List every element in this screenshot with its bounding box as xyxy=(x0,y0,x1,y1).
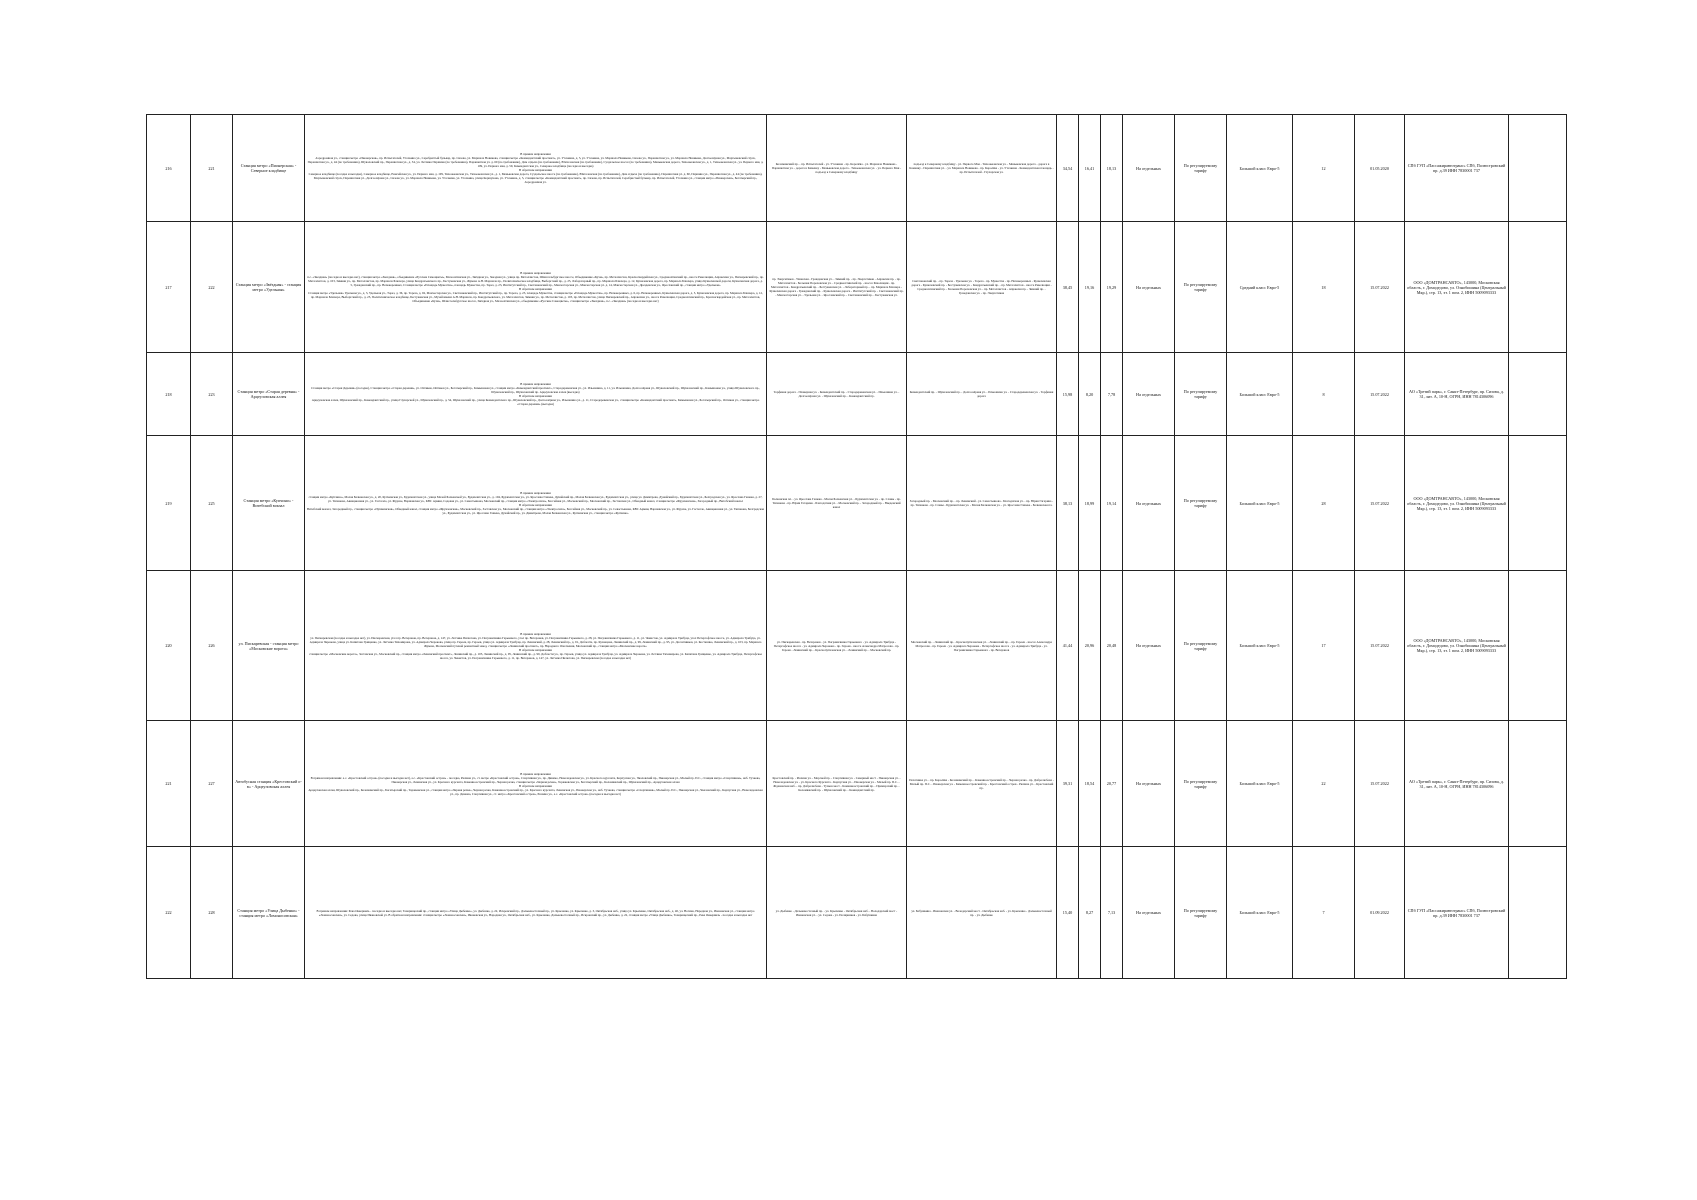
route-length-total: 38,13 xyxy=(1057,436,1079,571)
route-name: Станция метро «Пионерская» - Северное кладбище xyxy=(233,115,305,222)
stops-forward: Станция метро «Старая Деревня» (посадка), Станция метро «Старая деревня», ул. Оптиков, Оптиков ул., Богатырский пр., Камышовая ул., станция метро «Комендантский проспект», Стародеревенская ул., ул. Ильюшина, д. 11, ул. Ильюшина, Долгоозёрная ул., Шуваловский пр., Шуваловский пр., Камышовая ул., улица Шуваловского пр., Шуваловский пр., Шуваловский пр. Арцеуловская аллея (высадка) xyxy=(311,386,760,394)
stops-forward: В прямом направлении: Река Оккервиль - посадка и высадка нет, Товарищеский пр., станция метро «Улица Дыбенко», ул. Дыбенко, д. 22, Искровский пр., Дальневосточный пр., ул. Крыленко, ул. Крыленко, д. 3, Октябрьская наб., улица ул. Крыленко, Октябрьская наб., д. 40, ул. Ногина, Народная ул., Ивановская ул., станция метро «Ломоносовская», ул. Седова, улица Ивановской ул. В обратном направлении: станция метро «Ломоносовская», Ивановская ул., Народная ул., Октябрьская наб., ул. Крыленко, Дальневосточный пр., Искровский пр., ул. Дыбенко, д. 22, станция метро «Улица Дыбенко», Товарищеский пр., Река Оккервиль - посадка и высадка нет xyxy=(316,908,755,917)
route-name: ул. Пискаревская - станция метро «Московские ворота» xyxy=(233,571,305,721)
stop-mode: На отдельных xyxy=(1123,222,1175,353)
route-length-total: 34,54 xyxy=(1057,115,1079,222)
row-number: 216 xyxy=(147,115,191,222)
start-date: 15.07.2022 xyxy=(1355,353,1405,436)
stops-forward-heading: В прямом направлении xyxy=(520,631,551,636)
vehicle-class: Большой класс Евро-5 xyxy=(1227,436,1293,571)
route-stops xyxy=(305,847,767,979)
route-registration-number: 226 xyxy=(191,571,233,721)
start-date: 15.07.2022 xyxy=(1355,721,1405,847)
carrier-info: ООО «ДОМТРАНСАВТО», 143000, Московская область, г. Домодедово, ул. Ознобишина (Центральный Мкр.), стр. 13, эт. 1 пом. 2, ИНН 5009093333 xyxy=(1405,222,1509,353)
streets-forward: Коломяжский пр. - пр. Испытателей - ул. Уточкина - пр. Королёва - ул. Маршала Новикова - Парашютная ул. - дорога в Каменку - Меньковская дорога - Тихоокеанская ул. - ул. Первого Мая - подъезд к Северному кладбищу xyxy=(767,115,907,222)
streets-forward: пр. Энергетиков - Уманская - Гражданская ул. - Зимний пр. - пр. Энергетиков - Апраксин пр. - пр. Металлистов - Большая Пороховская ул. - Среднеохтинский пр. - шоссе Революции - пр. Металлистов - Кондратьевский пр. - Бестужевская ул. - Лабораторный пр. - пр. Маршала Блюхера - Кушелевская дорога - Гражданский пр. - Кушелевская дорога - Институтский пр. - Светлановский пр. - Манчестерская ул. - Удельная ул. - Ярославский пр. - Светлановский пр. - Бестужевская ул. xyxy=(767,222,907,353)
table-row xyxy=(147,115,1567,222)
stops-forward: ул. Пискаревская (посадка и высадка нет), ул. Пискаревская, угол пр. Ветеранов, пр. Ветеранов, д. 147, ул. Летчика Пилютова, ул. Пограничника Гарькавого, угол пр. Ветеранов, ул. Пограничника Гарькавого, д. 28, ул. Пограничника Гарькавого, д. 11, ул. Чекистов, ул. Адмирала Трибуца, угол Петергофское шоссе, ул. Адмирала Трибуца, ул. Адмирала Черокова, улица ул. Капитана Грищенко, ул. Летчика Тихомирова, ул. Адмирала Черокова, улица пр. Героев, пр. Героев, улица ул. Адмирала Трибуца, пр. Ленинский, д. 28, Ленинский пр., д. 91, Доблести, пр. Кузнецова, Ленинский пр., д. 99, Ленинский пр., д. 95, ул. Десантников, ул. Костюшко, Ленинский пр., д. 103, пр. Маршала Жукова, Московский путевой ремонтный завод, станция метро «Ленинский проспект», пр. Народного Ополчения, Московский пр., станция метро «Московские ворота» xyxy=(309,635,762,648)
streets-backward: Московский пр. - Ленинский пр. - Краснопутиловская ул. - Ленинский пр. - пр. Героев - шоссе Александра Матросова - пр. Героев - ул. Адмирала Черокова - Петергофское шоссе - ул. Адмирала Трибуца - ул. Пограничника Гарькавого - пр. Ветеранов xyxy=(907,571,1057,721)
route-length-backward: 7,78 xyxy=(1101,353,1123,436)
vehicle-count: 18 xyxy=(1293,222,1355,353)
carrier-info: АО «Третий парк», г. Санкт-Петербург, пр. Сизова, д. 31, лит. А, 10-Н, ОГРН, ИНН 7814306096 xyxy=(1405,353,1509,436)
row-number: 221 xyxy=(147,721,191,847)
route-length-backward: 18,13 xyxy=(1101,115,1123,222)
route-length-forward: 18,54 xyxy=(1079,721,1101,847)
stops-backward-heading: В обратном направлении xyxy=(519,783,552,788)
tariff-type: По регулируемому тарифу xyxy=(1175,353,1227,436)
route-name: Станция метро «Старая деревня» - Арцеуловская аллея xyxy=(233,353,305,436)
route-stops xyxy=(305,721,767,847)
route-name: Станция метро «Купчино» - Витебский вокзал xyxy=(233,436,305,571)
stop-mode: На отдельных xyxy=(1123,721,1175,847)
tariff-type: По регулируемому тарифу xyxy=(1175,436,1227,571)
tariff-type: По регулируемому тарифу xyxy=(1175,571,1227,721)
stop-mode: На отдельных xyxy=(1123,847,1175,979)
vehicle-class: Средний класс Евро-5 xyxy=(1227,222,1293,353)
table-row xyxy=(147,571,1567,721)
route-registration-number: 221 xyxy=(191,115,233,222)
streets-backward: подъезд к Северному кладбищу - ул. Первого Мая - Тихоокеанская ул. - Меньковская дорога - дорога в Каменку - Парашютная ул. - ул. Маршала Новикова - пр. Королёва - ул. Уточкина - Комендантская площадь - пр. Испытателей - Глухарская ул. xyxy=(907,115,1057,222)
vehicle-count: 17 xyxy=(1293,571,1355,721)
vehicle-class: Большой класс Евро-5 xyxy=(1227,115,1293,222)
start-date: 01.05.2020 xyxy=(1355,115,1405,222)
route-registration-number: 227 xyxy=(191,721,233,847)
row-number: 217 xyxy=(147,222,191,353)
route-stops xyxy=(305,571,767,721)
route-length-total: 39,31 xyxy=(1057,721,1079,847)
route-length-backward: 19,14 xyxy=(1101,436,1123,571)
table-row xyxy=(147,222,1567,353)
route-registration-number: 225 xyxy=(191,436,233,571)
row-number: 218 xyxy=(147,353,191,436)
carrier-info: ООО «ДОМТРАНСАВТО», 143000, Московская область, г. Домодедово, ул. Ознобишина (Центральный Мкр.), стр. 13, эт. 1 пом. 2, ИНН 5009093333 xyxy=(1405,571,1509,721)
empty-cell xyxy=(1509,721,1567,847)
route-length-total: 41,44 xyxy=(1057,571,1079,721)
tariff-type: По регулируемому тарифу xyxy=(1175,721,1227,847)
route-stops xyxy=(305,436,767,571)
route-length-forward: 8,27 xyxy=(1079,847,1101,979)
stops-forward-heading: В прямом направлении xyxy=(520,771,551,776)
stops-backward-heading: В обратном направлении xyxy=(519,647,552,652)
route-length-backward: 19,29 xyxy=(1101,222,1123,353)
streets-backward: Загородный пр. - Московский пр. - пр. Ленинский - ул. Севастьянова - Благодатная ул. - пр. Юрия Гагарина - пр. Типанова - пр. Славы - Будапештская ул. - Малая Балканская ул. - ул. Ярослава Гашека - Балканская пл. xyxy=(907,436,1057,571)
stops-forward: станция метро «Купчино», Малая Балканская ул., д. 20, Купчинская ул., Будапештская ул., улица Малой Балканской ул., Будапештская ул., д. 104, Будапештская ул., ул. Ярослава Гашека, Дунайский пр., Малая Балканская ул., Будапештская ул., улица ул. Димитрова, Дунайский пр., Будапештская ул., Белградская ул., ул. Ярослава Гашека, д. 27, ул. Типанова, Авиационная ул., ул. Гастелло, ул. Фрунзе, Варшавская ул., КВС Армии, Садовая ул., ул. Севастьянова, Московский пр., станция метро «Электросила», Бассейная ул., Московский пр., Московский пр., Заставская ул., Обводный канал, станция метро «Фрунзенская», Загородный пр., Витебский вокзал xyxy=(308,495,763,503)
streets-forward: Торфяная дорога - Планерная ул. - Комендантский пр. - Стародеревенская ул. - Ильюшина ул. - Долгоозёрная ул. - Шуваловский пр. - Комендантский пр. xyxy=(767,353,907,436)
stops-forward-heading: В прямом направлении xyxy=(520,382,551,386)
route-name: Станция метро «Звёздная» - станция метро «Удельная» xyxy=(233,222,305,353)
route-stops xyxy=(305,353,767,436)
route-length-backward: 20,77 xyxy=(1101,721,1123,847)
vehicle-count: 22 xyxy=(1293,721,1355,847)
row-number: 219 xyxy=(147,436,191,571)
empty-cell xyxy=(1509,436,1567,571)
empty-cell xyxy=(1509,353,1567,436)
stops-forward-heading: В прямом направлении xyxy=(520,152,551,156)
start-date: 15.07.2022 xyxy=(1355,436,1405,571)
streets-forward: ул. Дыбенко - Дальневосточный пр. - ул. Крыленко - Октябрьская наб. - Володарский мост - Ивановская ул. - ул. Седова - ул. Полярников - ул. Бабушкина xyxy=(767,847,907,979)
stops-backward: Северное кладбище (посадка и высадка), Северное кладбище, Енисейская ул., ул. Первого мая, д. 109, Тихоокеанская ул., Тихоокеанская ул., д. 1, Меньковская дорога, Суздальское шоссе (по требованию), Юнтоловская (по требованию), Дом отдыха (по требованию), Парашютная ул. д. 60, Паршина ул., Парашютная ул., д. 44 (по требованию), Мартыновский спуск, Парашютная ул., Долгоозёрная ул., Сизова ул., ул. Маршала Новикова, ул. Уточкина, ул. Уточкина, улица Коршунова, ул. Уточкина, д. 5, станция метро «Комендантский проспект», пр. Сизова, пр. Испытателей, Серебристый бульвар, пр. Испытателей, Уточкина ул., станция метро «Пионерская», Богатырский пр., Аэродромная ул. xyxy=(308,172,763,184)
stops-forward-heading: В прямом направлении xyxy=(520,271,551,275)
vehicle-count: 12 xyxy=(1293,115,1355,222)
stops-backward-heading: В обратном направлении xyxy=(519,394,552,398)
stops-forward-heading: В прямом направлении xyxy=(520,491,551,495)
stops-forward: п.с. «Звездная» (посадка и высадка нет), станция метро «Звездная», объединение «Русские Самоцветы», Малоохтинская ул., Звёздная ул., Звездная ул., улица пр. Металлистов, Шлиссельбургское шоссе, Объединение «Кучи», пр. Металлистов, Красногвардейская ул., Среднеохтинский пр., шоссе Революции, Апраксина ул., Пискаревский пр., пр. Металлистов, д. 103, Зимняя ул., пр. Металлистов, пр. Маршала Блюхера, улица Кондратьевского пр., Бестужевская ул., Жукова А.Н. Маршала пр., Политехническое кладбище, Выборгский пр., д. 25, Лабораторный пр., пр. Маршала Блюхера, д. 12, Кушелевская дорога, пр. Маршала Блюхера, улица Кушелевской дороги, Кушелевская дорога, д. 5, Гражданский пр., пр. Непокоренных, Станция метро «Площадь Мужества», площадь Мужества, пр. Торез, д. 23, Институтский пр., Светлановский пр., Манчестерская ул., Манчестерская ул. д. 14, Манчестерская ул., Дрезденская ул., Ярославский пр., станция метро «Удельная» xyxy=(307,275,764,287)
vehicle-class: Большой класс Евро-5 xyxy=(1227,847,1293,979)
route-registration-number: 228 xyxy=(191,847,233,979)
row-number: 220 xyxy=(147,571,191,721)
route-length-forward: 18,99 xyxy=(1079,436,1101,571)
route-length-total: 15,40 xyxy=(1057,847,1079,979)
stop-mode: На отдельных xyxy=(1123,436,1175,571)
streets-forward: Балканская пл. - ул. Ярослава Гашека - Малая Балканская ул. - Будапештская ул. - пр. Славы - пр. Типанова - пр. Юрия Гагарина - Благодатная ул. - Московский пр. - Загородный пр. - Введенский канал xyxy=(767,436,907,571)
route-name: Автобусная станция «Крестовский о-в» - Арцеуловская аллея xyxy=(233,721,305,847)
carrier-info: АО «Третий парк», г. Санкт-Петербург, пр. Сизова, д. 31, лит. А, 10-Н, ОГРН, ИНН 7814306096 xyxy=(1405,721,1509,847)
stops-backward-heading: В обратном направлении xyxy=(519,168,552,172)
streets-forward: Крестовский пр. - Рюхина ул. - Морской пр. - Спортивная ул. - Северный мост - Пионерская ул. - Новоладожская ул. - ул. Красного Курсанта - Корпусная ул. - Пионерская ул. - Малый пр. П.С. - Ждановская наб. - пр. Добролюбова - Тучков мост - Каменноостровский пр. - Приморский пр. - Коломяжский пр. - Шуваловский пр. - Комендантский пр. xyxy=(767,721,907,847)
route-length-forward: 20,96 xyxy=(1079,571,1101,721)
stops-backward: Арцеуловская аллея, Шуваловский пр., Комендантский пр., улица Глухарской ул., Шуваловский пр., д. 54, Шуваловский пр., улица Комендантского пр., Шуваловский пр., Долгоозёрная ул., Ильюшина ул., д. 11, Стародеревенская ул., станция метро «Комендантский проспект», Камышовая ул., Богатырский пр., Оптиков ул., станция метро «Старая деревня» (высадка) xyxy=(311,398,760,406)
table-row xyxy=(147,436,1567,571)
stops-backward: Станция метро «Удельная» Удельная ул., д. 3, Удельная ул., Торез, д. 36, пр. Тореза, д. 92, Манчестерская ул., Светлановский пр., Институтский пр., пр. Тореза, д. 23, площадь Мужества, станция метро «Площадь Мужества», пр. Непокоренных, д. 6, пр. Непокоренных, Кушелевская дорога, д. 5, Кушелевская дорога, пр. Маршала Блюхера, д. 12, пр. Маршала Блюхера, Выборгский пр., д. 25, Политехническое кладбище, Бестужевская ул., Музей имени А.Н. Маршала, пр. Кондратьевского, ул. Металлистов, Зимняя ул., пр. Металлистов, д. 103, пр. Металлистов, улица Пискаревский пр., Апраксина ул., шоссе Революции, Среднеохтинский пр., Красногвардейская ул., пр. Металлистов, Объединение «Кучи», Шлиссельбургское шоссе, Звёздная ул., Малоохтинская ул., объединение «Русские Самоцветы», станция метро «Звездная», п.с. «Звездная» (посадка и высадка нет) xyxy=(308,291,763,303)
vehicle-class: Большой класс Евро-5 xyxy=(1227,721,1293,847)
vehicle-count: 28 xyxy=(1293,436,1355,571)
empty-cell xyxy=(1509,847,1567,979)
stops-forward: В прямом направлении: а.с. «Крестовский остров» (посадка и высадка нет), а.с. «Крестовский остров» - посадка, Рюхина ул., ст. метро «Крестовский остров», Спортивная ул., пр. Динамо, Новоладожская ул., ул. Красного курсанта, Корпусная ул., Чкаловский пр., Пионерская ул., Малый пр. П.С., станция метро «Спортивная», наб. Тучкова, Пионерская ул., Ленинская ул., ул. Красного курсанта, Каменноостровский пр., Черная речка, станция метро «Черная речка», Торжковская ул., Богатырский пр., Коломяжский пр., Шуваловский пр., Арцеуловская аллея xyxy=(310,775,761,784)
route-length-forward: 19,16 xyxy=(1079,222,1101,353)
route-length-forward: 8,20 xyxy=(1079,353,1101,436)
streets-forward: ул. Пискаревская - пр. Ветеранов - ул. Пограничника Гарькавого - ул. Адмирала Трибуца - Петергофское шоссе - ул. Адмирала Черокова - пр. Героев - шоссе Александра Матросова - пр. Героев - Ленинский пр. - Краснопутиловская ул. - Ленинский пр. - Московский пр. xyxy=(767,571,907,721)
route-name: Станция метро «Улица Дыбенко» - станция метро «Ломоносовская» xyxy=(233,847,305,979)
routes-table xyxy=(146,114,1567,979)
streets-backward: ул. Бабушкина - Ивановская ул. - Володарский мост - Октябрьская наб. - ул. Крыленко - Дальневосточный пр. - ул. Дыбенко xyxy=(907,847,1057,979)
route-length-backward: 20,48 xyxy=(1101,571,1123,721)
stops-backward-heading: В обратном направлении xyxy=(519,287,552,291)
table-row xyxy=(147,353,1567,436)
row-number: 222 xyxy=(147,847,191,979)
vehicle-class: Большой класс Евро-5 xyxy=(1227,353,1293,436)
empty-cell xyxy=(1509,571,1567,721)
route-registration-number: 223 xyxy=(191,353,233,436)
empty-cell xyxy=(1509,222,1567,353)
empty-cell xyxy=(1509,115,1567,222)
tariff-type: По регулируемому тарифу xyxy=(1175,847,1227,979)
vehicle-count: 7 xyxy=(1293,847,1355,979)
stop-mode: На отдельных xyxy=(1123,353,1175,436)
tariff-type: По регулируемому тарифу xyxy=(1175,222,1227,353)
streets-backward: Печатника ул. - пр. Королёва - Коломяжский пр. - Каменноостровский пр. - Черная речка - пр. Добролюбова - Малый пр. П.С. - Пионерская ул. - Каменноостровский пр. - Крестовский остров - Рюхина ул. - Крестовский пр. xyxy=(907,721,1057,847)
table-row xyxy=(147,847,1567,979)
start-date: 15.07.2022 xyxy=(1355,571,1405,721)
route-stops xyxy=(305,115,767,222)
route-length-forward: 16,41 xyxy=(1079,115,1101,222)
tariff-type: По регулируемому тарифу xyxy=(1175,115,1227,222)
start-date: 01.09.2022 xyxy=(1355,847,1405,979)
stop-mode: На отдельных xyxy=(1123,115,1175,222)
start-date: 15.07.2022 xyxy=(1355,222,1405,353)
streets-backward: Комендантский пр. - Шуваловский пр. - Долгоозёрная ул. - Ильюшина ул. - Стародеревенская ул. - Торфяная дорога xyxy=(907,353,1057,436)
stops-backward: Витебский вокзал, Загородный пр., станция метро «Пушкинская», Обводный канал, станция метро «Фрунзенская», Московский пр., Заставская ул., Московский пр., станция метро «Электросила», Бассейная ул., Московский пр., ул. Севастьянова, КВС Армии, Варшавская ул., ул. Фрунзе, ул. Гастелло, Авиационная ул., ул. Типанова, Белградская ул., Будапештская ул., ул. Ярослава Гашека, Дунайский пр., ул. Димитрова, Малая Балканская ул., Купчинская ул., станция метро «Купчино» xyxy=(307,507,764,515)
vehicle-class: Большой класс Евро-5 xyxy=(1227,571,1293,721)
carrier-info: ООО «ДОМТРАНСАВТО», 143000, Московская область, г. Домодедово, ул. Ознобишина (Центральный Мкр.), стр. 13, эт. 1 пом. 2, ИНН 5009093333 xyxy=(1405,436,1509,571)
stops-forward: Аэродромная ул., станция метро «Пионерская», пр. Испытателей, Уточкина ул., Серебристый бульвар, пр. Сизова, ул. Маршала Новикова, станция метро «Комендантский проспект», ул. Уточкина, д. 5, ул. Уточкина, ул. Маршала Новикова, Сизова ул., Парашютная ул., ул. Маршала Новикова, Долгоозёрная ул., Мартыновский спуск, Парашютная ул., д. 44 (по требованию), Шуваловский пр., Парашютная ул., д. 34, ул. Летчика Паршина (по требованию), Парашютная ул. д. 60 (по требованию), Дом отдыха (по требованию), Юнтоловская (по требованию), Суздальское шоссе (по требованию), Меньковская дорога, Тихоокеанская ул., д. 1, Тихоокеанская ул., ул. Первого мая, д. 109, ул. Первого мая, д. 59, Комендантская ул., Северное кладбище (посадка и высадка) xyxy=(307,156,764,168)
route-length-backward: 7,13 xyxy=(1101,847,1123,979)
route-length-total: 38,45 xyxy=(1057,222,1079,353)
stop-mode: На отдельных xyxy=(1123,571,1175,721)
route-stops xyxy=(305,222,767,353)
stops-backward: станция метро «Московские ворота», Заставская ул., Московский пр., станция метро «Ленинский проспект», Ленинский пр., д. 103, Ленинский пр., д. 95, Ленинский пр., д. 99, Доблести ул., пр. Героев, улица ул. Адмирала Трибуца, ул. Адмирала Черокова, ул. Летчика Тихомирова, ул. Капитана Грищенко, ул. Адмирала Трибуца, Петергофское шоссе, ул. Чекистов, ул. Пограничника Гарькавого, д. 11, пр. Ветеранов, д. 147, ул. Летчика Пилютова, ул. Пискаревская (посадка и высадка нет) xyxy=(308,651,763,660)
route-registration-number: 222 xyxy=(191,222,233,353)
stops-backward: Арцеуловская аллея, Шуваловский пр., Коломяжский пр., Богатырский пр., Торжковская ул., станция метро «Черная речка», Черная речка, Каменноостровский пр., ул. Красного курсанта, Ленинская ул., Пионерская ул., наб. Тучкова, станция метро «Спортивная», Малый пр. П.С., Пионерская ул., Чкаловский пр., Корпусная ул., Новоладожская ул., пр. Динамо, Спортивная ул., ст. метро «Крестовский остров», Рюхина ул., а.с. «Крестовский остров» (посадка и высадка нет) xyxy=(308,787,763,796)
route-length-total: 15,98 xyxy=(1057,353,1079,436)
streets-backward: Светлановский пр. - пр. Тореза - Удельная ул. - Тореза - пр. Мужества - пр. Непокоренных - Кушелевская дорога - Кушелевский пр. - Бестужевская ул. - Кондратьевский пр. - пр. Металлистов - шоссе Революции - Среднеохтинский пр. - Большая Пороховская ул. - пр. Металлистов - Апраксин пр. - Зимний пр. - Гражданская ул. - пр. Энергетиков xyxy=(907,222,1057,353)
table-row xyxy=(147,721,1567,847)
stops-backward-heading: В обратном направлении xyxy=(519,503,552,507)
carrier-info: СПб ГУП «Пассажиравтотранс» СПб, Полюстровский пр. д.39 ИНН 7830001 737 xyxy=(1405,847,1509,979)
carrier-info: СПб ГУП «Пассажиравтотранс» СПб, Полюстровский пр. д.39 ИНН 7830001 737 xyxy=(1405,115,1509,222)
vehicle-count: 8 xyxy=(1293,353,1355,436)
